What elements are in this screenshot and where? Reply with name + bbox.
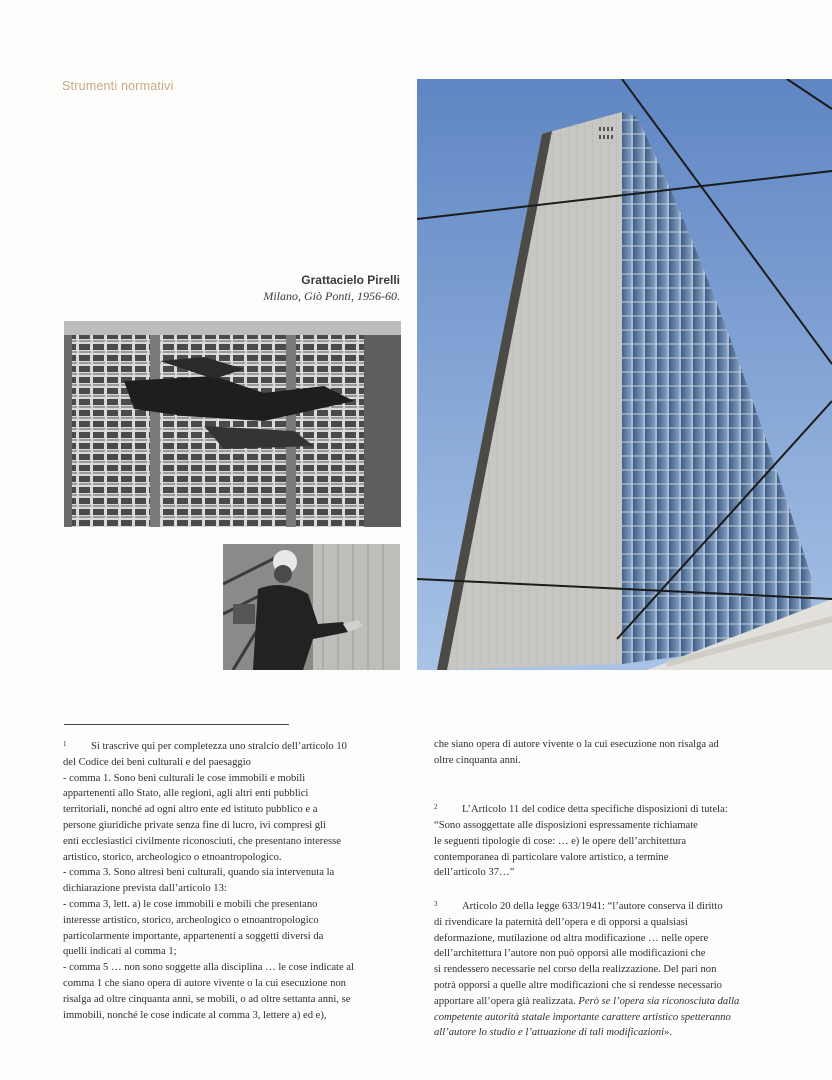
footnote-2 <box>434 800 786 818</box>
text-line: artistico, storico, archeologico o etnoantropologico. <box>63 851 282 863</box>
italic-segment: Però se l’opera sia riconosciuta dalla <box>578 995 740 1007</box>
text-line: dell’architettura l’autore non può opporsi alle modificazioni che <box>434 948 706 960</box>
text-line: quelli indicati al comma 1; <box>63 946 177 958</box>
footnote-number: 3 <box>434 899 438 908</box>
italic-segment: all’autore lo studio e l’attuazione di tali modificazioni <box>434 1027 665 1039</box>
text-line: - comma 3. Sono altresì beni culturali, quando sia intervenuta la <box>63 867 335 879</box>
photo-caption <box>263 272 400 304</box>
text-line: risalga ad oltre cinquanta anni, se mobili, o ad oltre settanta anni, se <box>63 993 351 1005</box>
footnote-3 <box>434 897 786 915</box>
text-line <box>434 994 786 1010</box>
text-line: - comma 1. Sono beni culturali le cose immobili e mobili <box>63 772 306 784</box>
footnotes-right-column <box>434 737 786 1041</box>
text-line: - comma 5 … non sono soggette alla disciplina … le cose indicate al <box>63 962 354 974</box>
pirelli-tower-photo <box>417 79 832 670</box>
text-line: si rendessero necessarie nel corso della realizzazione. Del pari non <box>434 964 717 976</box>
text-line: oltre cinquanta anni. <box>434 754 521 766</box>
text-line: dichiarazione prevista dall’articolo 13: <box>63 883 227 895</box>
text-line: le seguenti tipologie di cose: … e) le opere dell’architettura <box>434 835 687 847</box>
text-line: che siano opera di autore vivente o la cui esecuzione non risalga ad <box>434 739 719 750</box>
footnote-1 <box>63 737 403 755</box>
text-line: contemporanea di particolare valore artistico, a termine <box>434 851 669 863</box>
text-line: “Sono assoggettate alle disposizioni espressamente richiamate <box>434 819 698 831</box>
italic-line: competente autorità statale importante carattere artistico spetteranno <box>434 1011 731 1023</box>
footnotes-left-column <box>63 737 403 1023</box>
section-label: Strumenti normativi <box>62 79 174 93</box>
worker-photo <box>223 544 400 670</box>
text-line: deformazione, mutilazione od altra modificazione … nelle opere <box>434 932 709 944</box>
text-line: persone giuridiche private senza fine di lucro, ivi compresi gli <box>63 819 326 831</box>
caption-title: Grattacielo Pirelli <box>301 273 400 287</box>
text-line: immobili, nonché le cose indicate al comma 3, lettere a) ed e), <box>63 1009 327 1021</box>
footnote-number: 2 <box>434 803 438 812</box>
footnote-rule <box>64 724 289 725</box>
text-line: Si trascrive qui per completezza uno stralcio dell’articolo 10 <box>91 741 347 752</box>
text-line: - comma 3, lett. a) le cose immobili e mobili che presentano <box>63 898 318 910</box>
text-line: appartenenti allo Stato, alle regioni, agli altri enti pubblici <box>63 788 309 800</box>
text-line <box>434 1025 786 1041</box>
text-segment: ». <box>664 1027 672 1039</box>
text-line: dell’articolo 37…” <box>434 867 515 879</box>
text-line: di rivendicare la paternità dell’opera e di opporsi a qualsiasi <box>434 916 688 928</box>
text-line: enti ecclesiastici civilmente riconosciuti, che presentano interesse <box>63 835 341 847</box>
text-line: L’Articolo 11 del codice detta specifiche disposizioni di tutela: <box>462 804 728 816</box>
text-line: comma 1 che siano opera di autore vivente o la cui esecuzione non <box>63 977 346 989</box>
text-line: territoriali, nonché ad ogni altro ente ed istituto pubblico e a <box>63 804 318 816</box>
text-line: potrà opporsi a quelle altre modificazioni che si rendesse necessario <box>434 979 722 991</box>
text-line: interesse artistico, storico, archeologico o etnoantropologico <box>63 914 319 926</box>
text-line: del Codice dei beni culturali e del paesaggio <box>63 756 251 768</box>
text-segment: apportare all’opera già realizzata. <box>434 995 579 1007</box>
text-line: particolarmente importante, appartenenti a soggetti diversi da <box>63 930 324 942</box>
text-line: Articolo 20 della legge 633/1941: “l’autore conserva il diritto <box>462 900 723 912</box>
damaged-facade-photo <box>64 321 401 527</box>
caption-subtitle: Milano, Giò Ponti, 1956-60. <box>263 289 400 303</box>
footnote-number: 1 <box>63 740 67 748</box>
